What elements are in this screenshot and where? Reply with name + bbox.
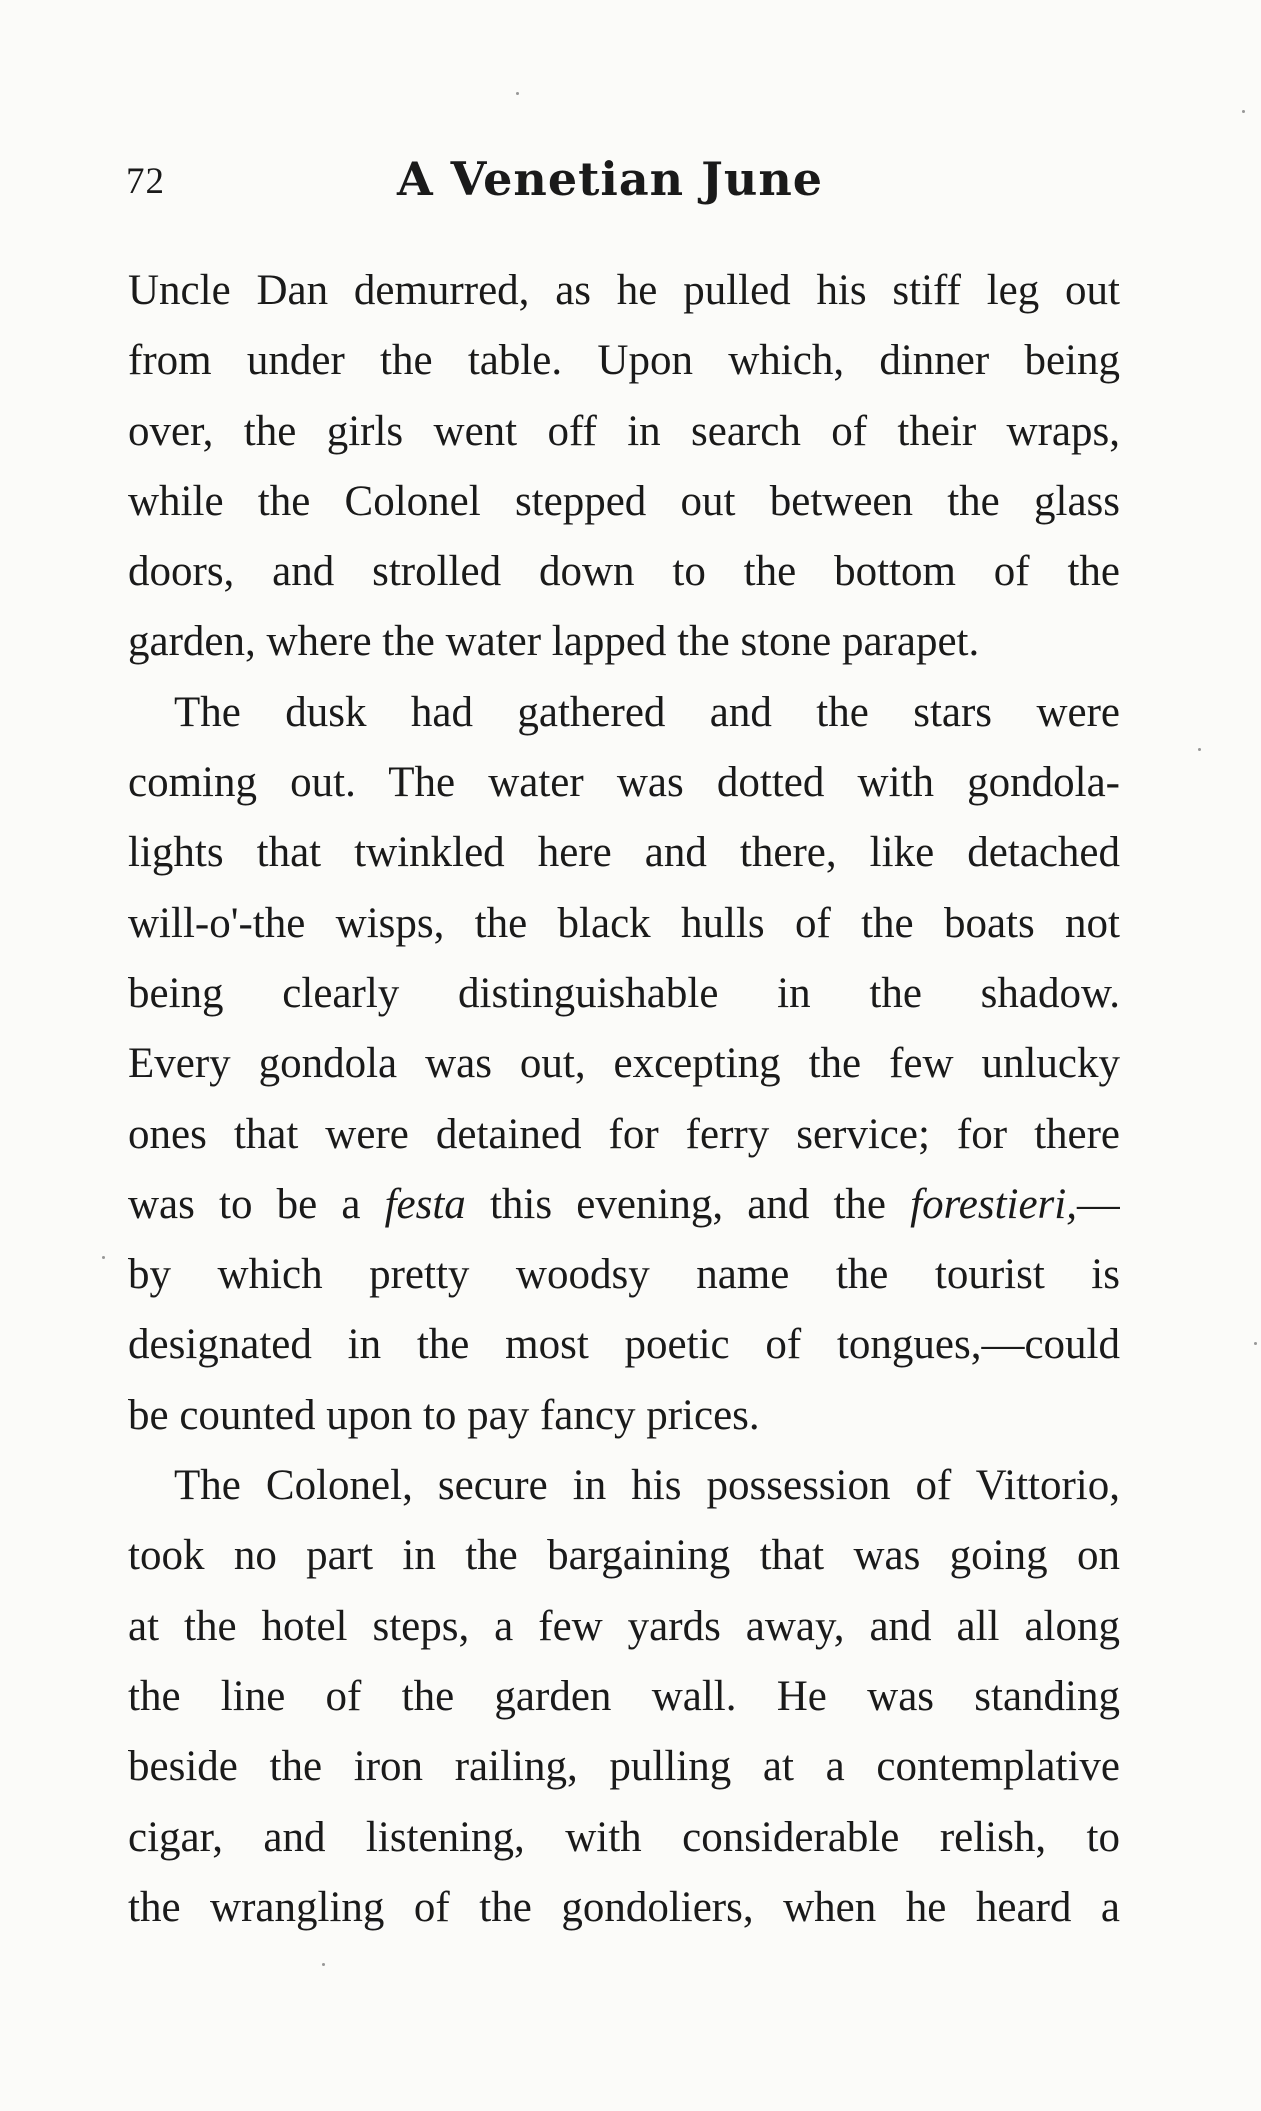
text-line: beside the iron railing, pulling at a contemplative bbox=[128, 1743, 1120, 1791]
paper-speck bbox=[1198, 748, 1201, 751]
text-line: the line of the garden wall. He was standing bbox=[128, 1672, 1120, 1720]
text-line: cigar, and listening, with considerable relish, to bbox=[128, 1813, 1120, 1861]
text-line: over, the girls went off in search of their wraps, bbox=[128, 407, 1120, 455]
body-text bbox=[128, 256, 1120, 1943]
text-line: was to be a festa this evening, and the forestieri,— bbox=[128, 1180, 1120, 1228]
running-title: A Venetian June bbox=[396, 152, 824, 206]
text-line: The Colonel, secure in his possession of Vittorio, bbox=[174, 1462, 1120, 1510]
text-line: from under the table. Upon which, dinner being bbox=[128, 337, 1120, 385]
text-line: will-o'-the wisps, the black hulls of the boats not bbox=[128, 899, 1120, 947]
text-line: lights that twinkled here and there, like detached bbox=[128, 829, 1120, 877]
text-line: be counted upon to pay fancy prices. bbox=[128, 1391, 760, 1439]
text-line: garden, where the water lapped the stone parapet. bbox=[128, 618, 980, 666]
text-line: doors, and strolled down to the bottom of the bbox=[128, 548, 1120, 596]
paper-speck bbox=[102, 1256, 105, 1259]
paper-speck bbox=[516, 92, 519, 95]
paragraph-1 bbox=[128, 256, 1120, 678]
text-line: by which pretty woodsy name the tourist is bbox=[128, 1251, 1120, 1299]
text-line: took no part in the bargaining that was going on bbox=[128, 1532, 1120, 1580]
text-line: Every gondola was out, excepting the few unlucky bbox=[128, 1040, 1120, 1088]
text-line: Uncle Dan demurred, as he pulled his stiff leg out bbox=[128, 267, 1120, 314]
paper-speck bbox=[1242, 110, 1245, 113]
paper-speck bbox=[1254, 1342, 1257, 1345]
paragraph-3 bbox=[128, 1451, 1120, 1943]
paper-speck bbox=[322, 1963, 325, 1966]
text-line: being clearly distinguishable in the shadow. bbox=[128, 969, 1120, 1017]
text-line: the wrangling of the gondoliers, when he heard a bbox=[128, 1883, 1120, 1931]
text-line: designated in the most poetic of tongues,—could bbox=[128, 1321, 1120, 1369]
text-line: while the Colonel stepped out between the glass bbox=[128, 477, 1120, 525]
text-line: ones that were detained for ferry service; for there bbox=[128, 1110, 1120, 1158]
text-line: at the hotel steps, a few yards away, and all along bbox=[128, 1602, 1120, 1650]
text-line: coming out. The water was dotted with gondola- bbox=[128, 759, 1120, 807]
text-line: The dusk had gathered and the stars were bbox=[174, 688, 1120, 736]
page-number: 72 bbox=[126, 161, 165, 202]
paragraph-2 bbox=[128, 678, 1120, 1451]
